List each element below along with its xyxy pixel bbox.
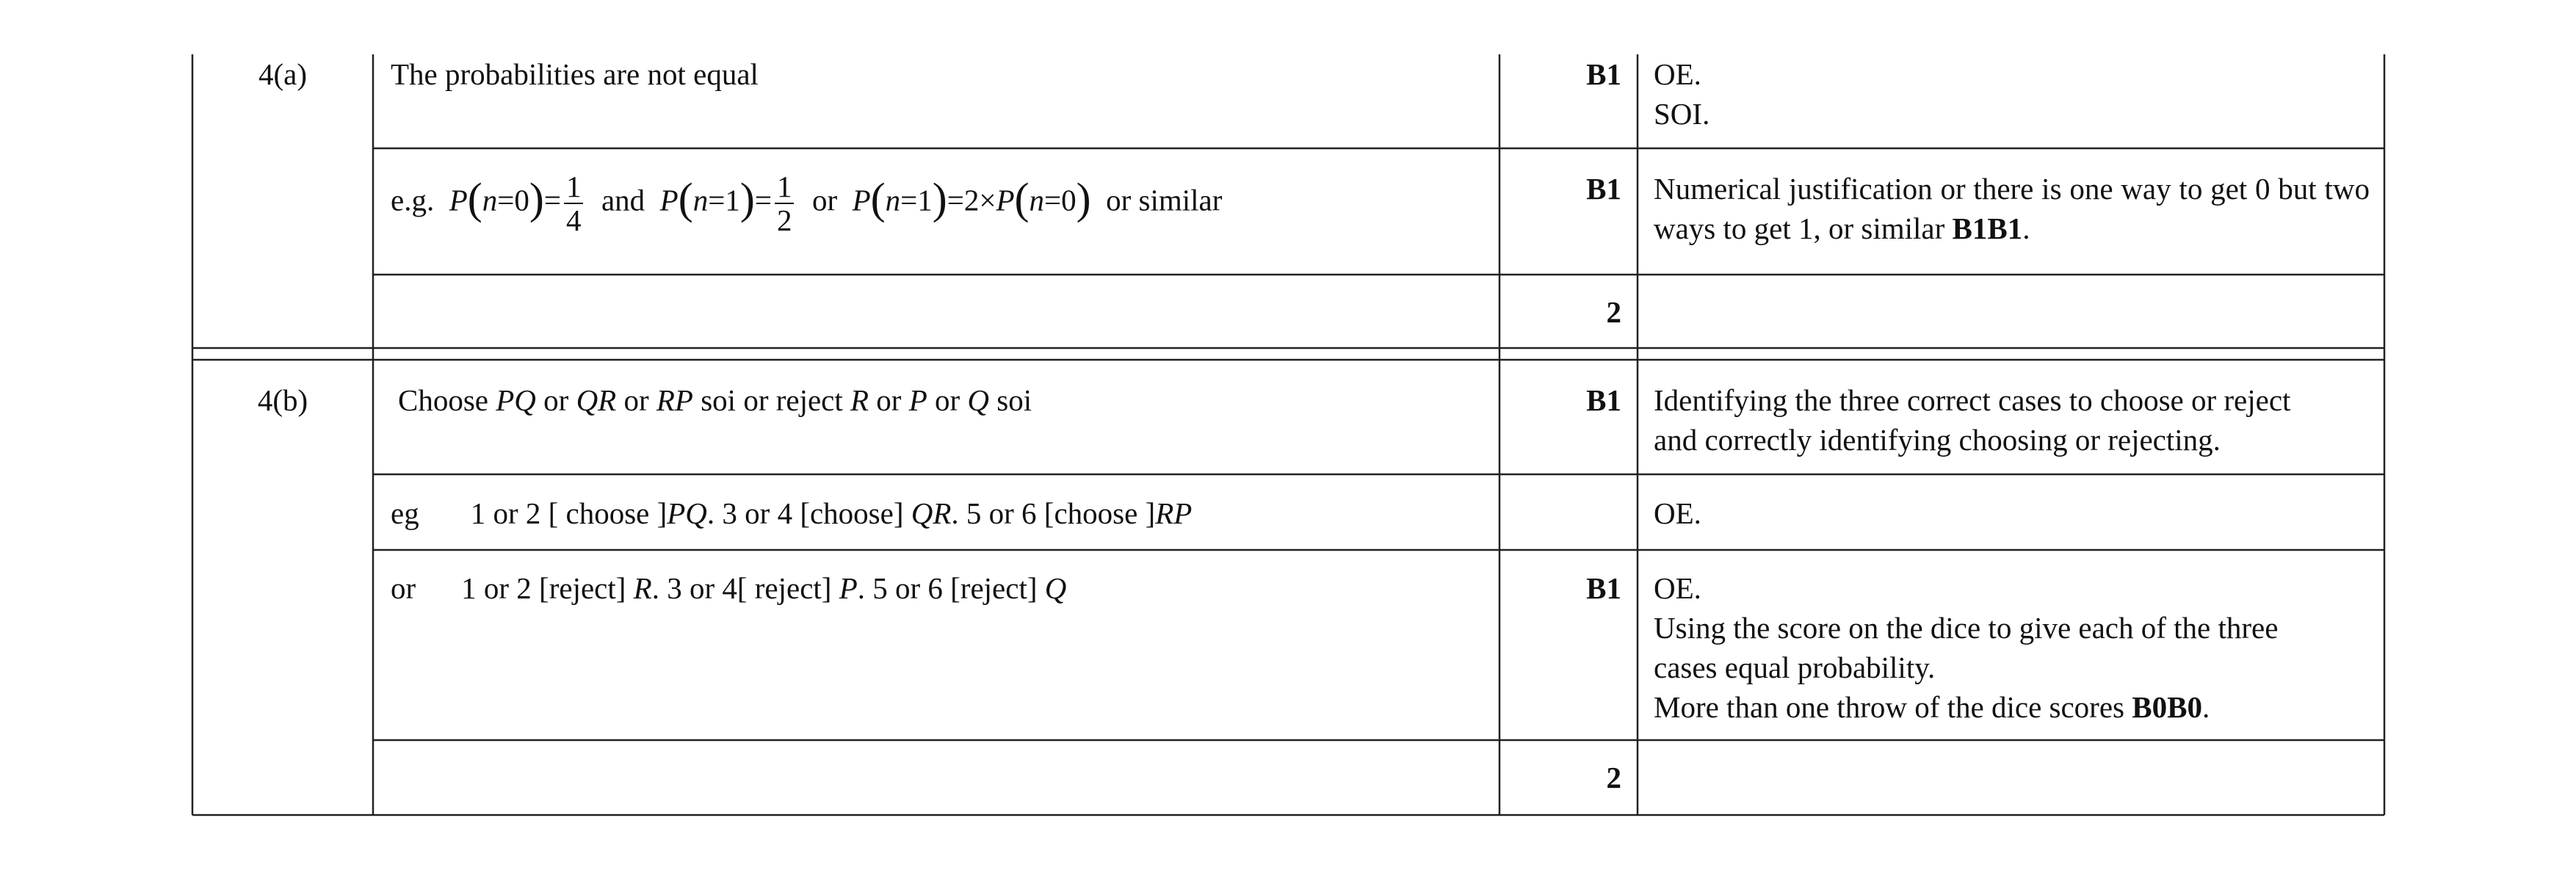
guidance-4b-3: [1654, 568, 2370, 727]
lead-eg: eg: [391, 496, 419, 530]
prob-fn: P: [659, 183, 679, 217]
prob-fn: P: [449, 183, 468, 217]
guidance-bold: B0B0: [2132, 690, 2202, 724]
eq-value: =0: [497, 183, 529, 217]
paren-close: ): [529, 174, 544, 223]
mark-4a-1: B1: [1586, 57, 1621, 91]
prob-fn: P: [996, 183, 1015, 217]
answer-4a-example: [391, 170, 1485, 236]
case-p: P: [839, 571, 858, 605]
text: soi: [989, 383, 1032, 417]
guidance-text: More than one throw of the dice scores: [1654, 690, 2132, 724]
guidance-line: SOI.: [1654, 97, 1710, 131]
answer-4a-statement: The probabilities are not equal: [391, 57, 759, 91]
guidance-4b-1: [1654, 380, 2370, 460]
lead-or: or: [391, 571, 416, 605]
guidance-line: Identifying the three correct cases to choose or reject: [1654, 383, 2291, 417]
guidance-text: Numerical justification or there is one way to get 0 but two ways to get 1, or similar: [1654, 172, 2370, 245]
eq-value: =1: [900, 183, 933, 217]
paren-open: (: [1014, 174, 1030, 223]
paren-open: (: [870, 174, 886, 223]
equals-sign: =: [543, 183, 561, 217]
paren-open: (: [678, 174, 693, 223]
paren-close: ): [739, 174, 755, 223]
case-p: P: [908, 383, 927, 417]
case-r: R: [633, 571, 652, 605]
text: or: [927, 383, 968, 417]
prob-fn: P: [852, 183, 871, 217]
text: Choose: [398, 383, 496, 417]
mark-4b-1: B1: [1586, 383, 1621, 417]
guidance-line: Using the score on the dice to give each of the three: [1654, 611, 2279, 645]
guidance-end: .: [2201, 690, 2210, 724]
mark-4b-2: B1: [1586, 571, 1621, 605]
case-rp: RP: [1155, 496, 1193, 530]
answer-4b-example-choose: [391, 493, 1485, 533]
answer-4b-example-reject: [391, 568, 1485, 608]
numerator: 1: [564, 170, 584, 204]
case-q: Q: [967, 383, 990, 417]
case-qr: QR: [911, 496, 952, 530]
guidance-line: OE.: [1654, 57, 1701, 91]
paren-close: ): [932, 174, 947, 223]
example-prefix: e.g.: [391, 183, 435, 217]
case-r: R: [850, 383, 869, 417]
eq-value: =1: [708, 183, 740, 217]
text: or: [869, 383, 909, 417]
times-two: =2×: [947, 183, 996, 217]
denominator: 4: [565, 203, 582, 237]
fraction-one-half: [775, 170, 795, 236]
text: soi or reject: [692, 383, 850, 417]
var-n: n: [692, 183, 709, 217]
guidance-line: cases equal probability.: [1654, 651, 1936, 684]
mark-4a-2: B1: [1586, 172, 1621, 206]
guidance-line: OE.: [1654, 571, 1701, 605]
text: . 5 or 6 [choose ]: [951, 496, 1156, 530]
case-q: Q: [1044, 571, 1067, 605]
text: 1 or 2 [reject]: [461, 571, 634, 605]
var-n: n: [1029, 183, 1045, 217]
paren-open: (: [467, 174, 482, 223]
eq-value: =0: [1044, 183, 1077, 217]
total-4a: 2: [1606, 295, 1621, 329]
case-qr: QR: [576, 383, 617, 417]
case-pq: PQ: [667, 496, 707, 530]
equals-sign: =: [754, 183, 772, 217]
answer-4b-choose: [398, 380, 1485, 420]
fraction-one-quarter: [564, 170, 584, 236]
text: 1 or 2 [ choose ]: [470, 496, 667, 530]
var-n: n: [885, 183, 901, 217]
text: . 5 or 6 [reject]: [857, 571, 1045, 605]
var-n: n: [482, 183, 498, 217]
numerator: 1: [775, 170, 795, 204]
guidance-4a-2: [1654, 169, 2370, 248]
question-number-4b: 4(b): [257, 383, 308, 417]
guidance-4b-2: OE.: [1654, 496, 1701, 530]
example-suffix: or similar: [1106, 183, 1223, 217]
paren-close: ): [1076, 174, 1091, 223]
text: . 3 or 4 [choose]: [706, 496, 911, 530]
denominator: 2: [776, 203, 792, 237]
guidance-bold: B1B1: [1952, 211, 2023, 245]
case-rp: RP: [656, 383, 693, 417]
case-pq: PQ: [496, 383, 536, 417]
or-text: or: [811, 183, 838, 217]
guidance-line: [1654, 687, 2370, 727]
text: . 3 or 4[ reject]: [651, 571, 839, 605]
text: or: [616, 383, 656, 417]
and-text: and: [601, 183, 645, 217]
question-number-4a: 4(a): [258, 57, 307, 91]
text: or: [535, 383, 576, 417]
guidance-4a-1: [1654, 54, 2370, 134]
total-4b: 2: [1606, 761, 1621, 794]
guidance-line: and correctly identifying choosing or rejecting.: [1654, 423, 2221, 457]
guidance-end: .: [2022, 211, 2030, 245]
